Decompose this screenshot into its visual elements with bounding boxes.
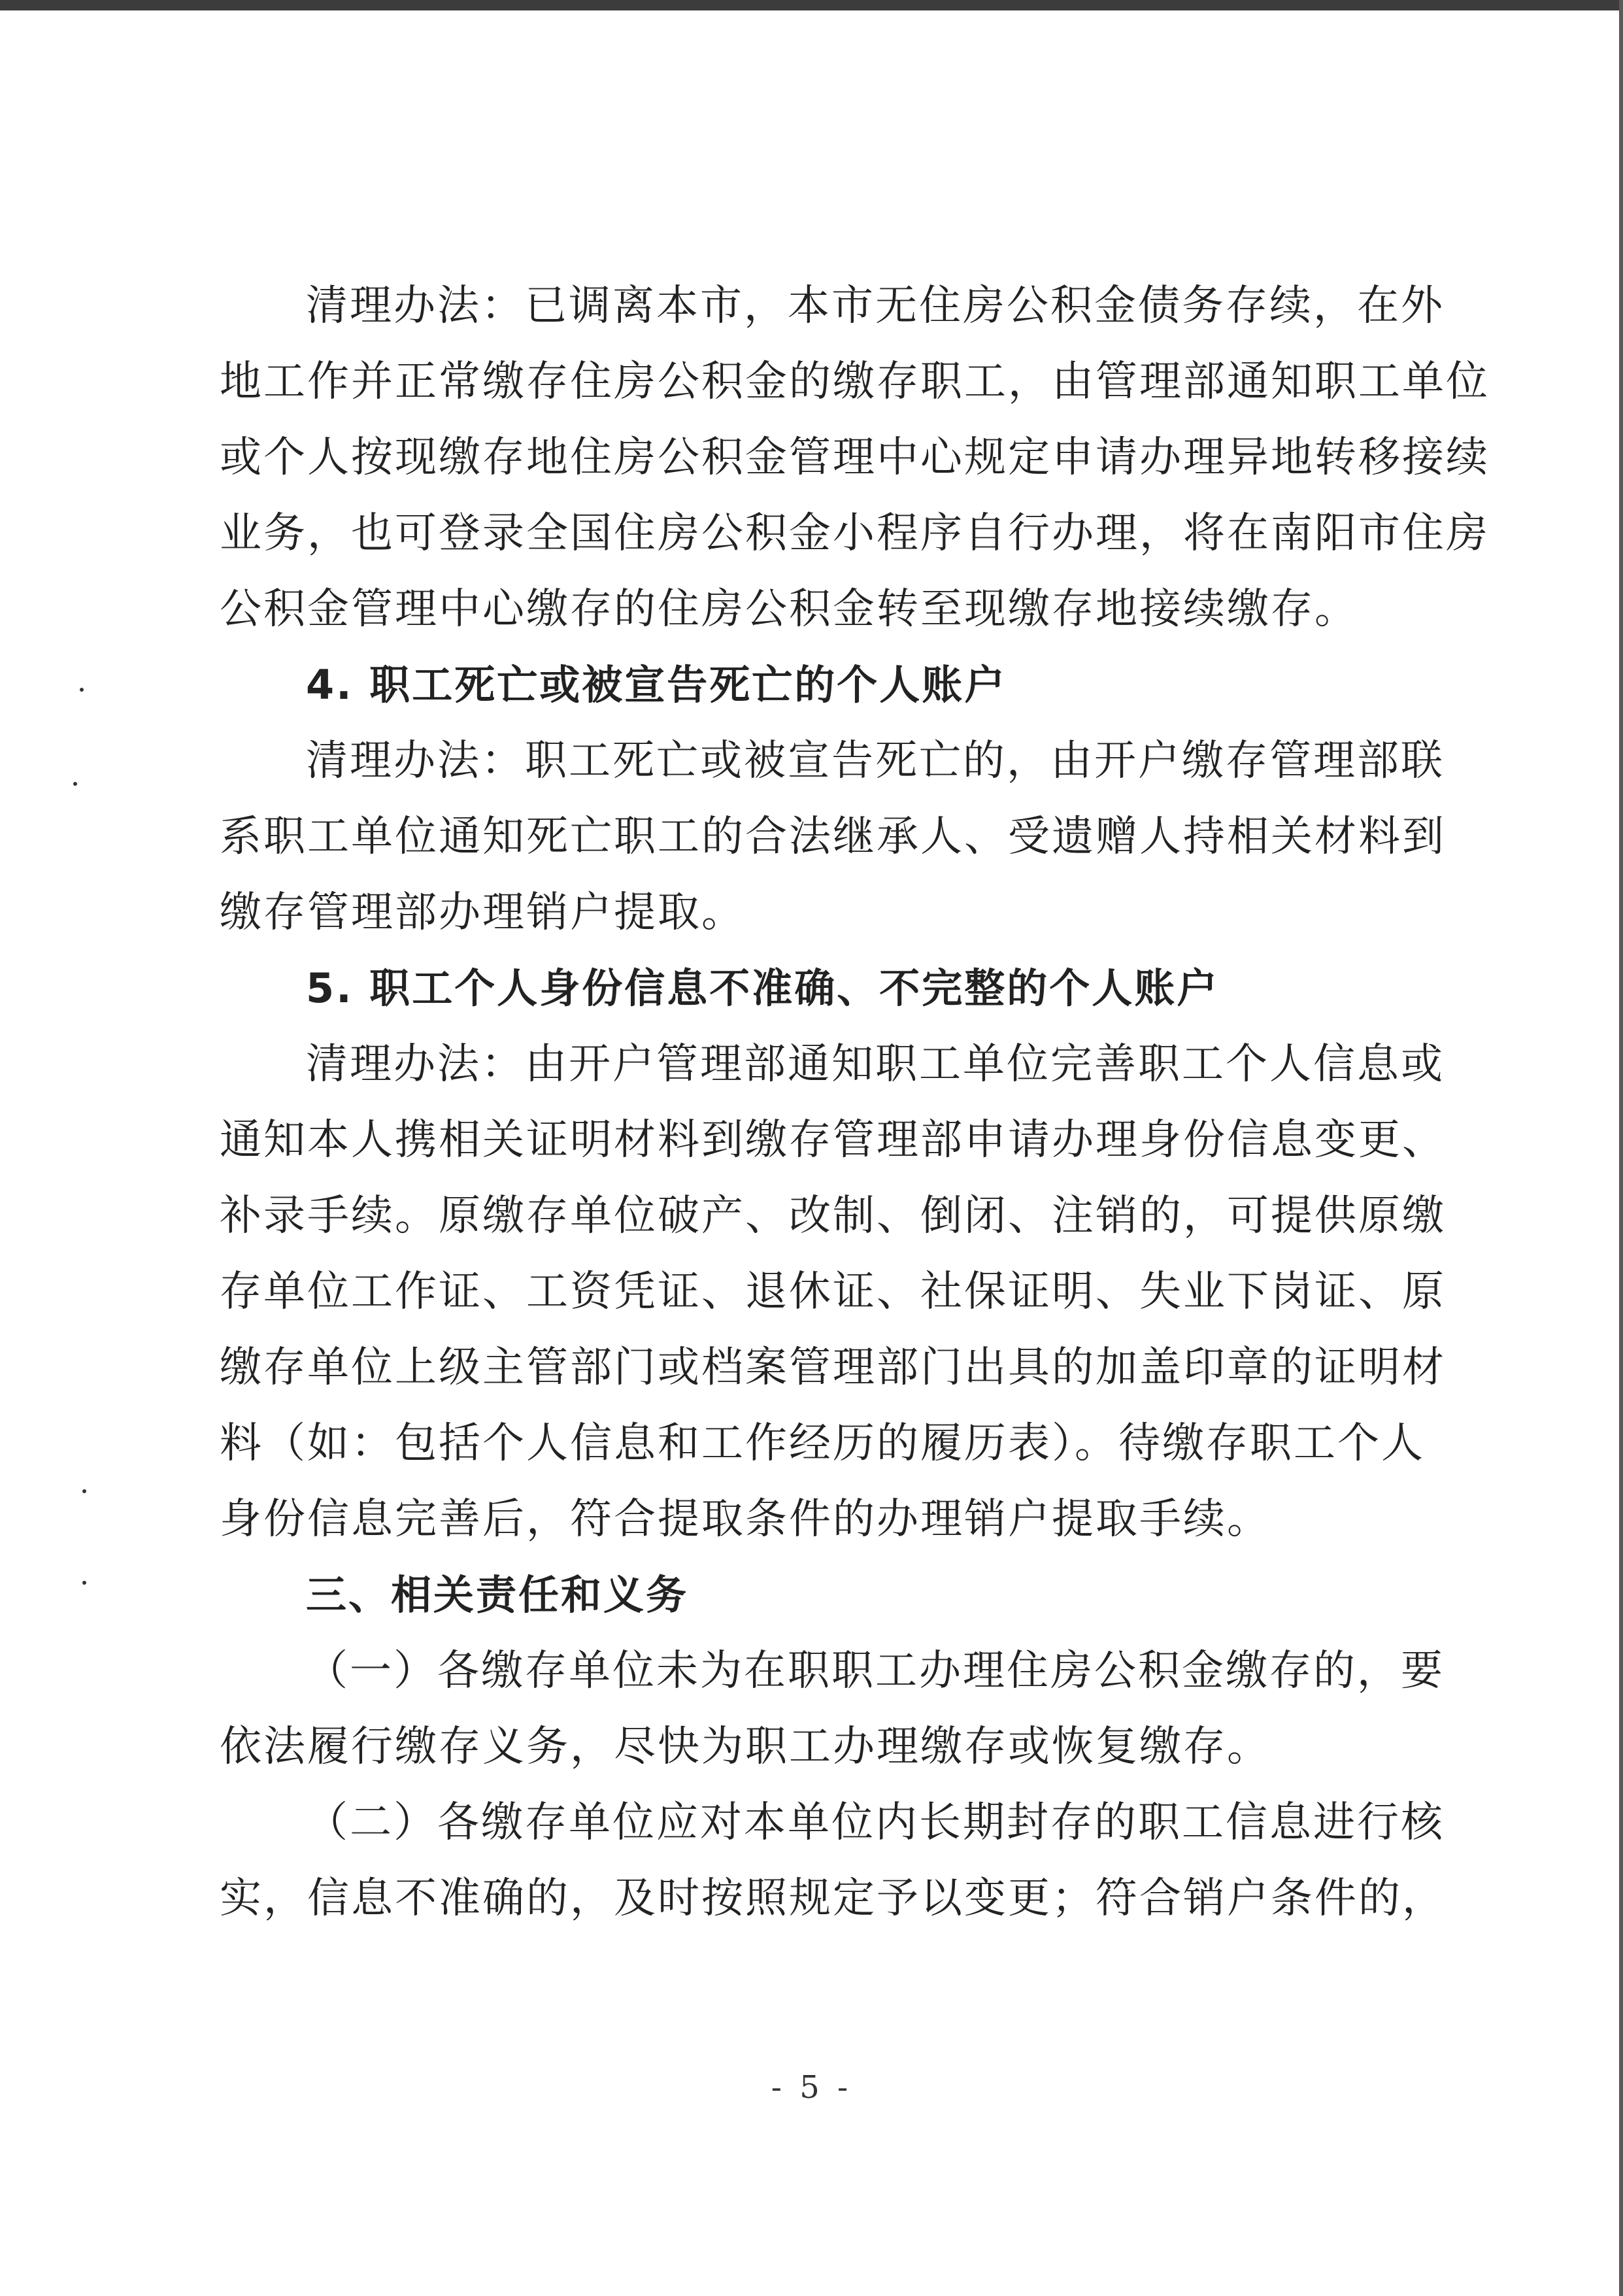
- section-heading-4: 4. 职工死亡或被宣告死亡的个人账户: [306, 661, 1007, 709]
- page-number: - 5 -: [771, 2069, 852, 2106]
- paragraph-line: 公积金管理中心缴存的住房公积金转至现缴存地接续缴存。: [220, 585, 1358, 633]
- paragraph-line: 料（如：包括个人信息和工作经历的履历表）。待缴存职工个人: [220, 1419, 1425, 1468]
- paragraph-line: 清理办法：职工死亡或被宣告死亡的，由开户缴存管理部联: [306, 737, 1445, 785]
- paragraph-line: 补录手续。原缴存单位破产、改制、倒闭、注销的，可提供原缴: [220, 1192, 1446, 1240]
- body-text: [220, 268, 1490, 1936]
- scan-speck: [82, 1581, 86, 1585]
- paragraph-line: 存单位工作证、工资凭证、退休证、社保证明、失业下岗证、原: [220, 1268, 1446, 1316]
- paragraph-line: 地工作并正常缴存住房公积金的缴存职工，由管理部通知职工单位: [220, 358, 1490, 406]
- paragraph-line: 通知本人携相关证明材料到缴存管理部申请办理身份信息变更、: [220, 1116, 1446, 1164]
- paragraph-line: 缴存管理部办理销户提取。: [220, 888, 745, 937]
- section-heading-5: 5. 职工个人身份信息不准确、不完整的个人账户: [306, 964, 1220, 1012]
- paragraph-line: 依法履行缴存义务，尽快为职工办理缴存或恢复缴存。: [220, 1723, 1271, 1771]
- paragraph-line: 缴存单位上级主管部门或档案管理部门出具的加盖印章的证明材: [220, 1343, 1446, 1392]
- paragraph-line: 清理办法：已调离本市，本市无住房公积金债务存续，在外: [306, 282, 1445, 330]
- paragraph-line: （一）各缴存单位未为在职职工办理住房公积金缴存的，要: [306, 1647, 1445, 1695]
- scan-border-right: [1619, 0, 1623, 2296]
- paragraph-line: 实，信息不准确的，及时按照规定予以变更；符合销户条件的，: [220, 1874, 1446, 1923]
- scan-speck: [82, 1489, 86, 1493]
- paragraph-line: （二）各缴存单位应对本单位内长期封存的职工信息进行核: [306, 1798, 1445, 1847]
- scan-speck: [80, 688, 84, 692]
- paragraph-line: 身份信息完善后，符合提取条件的办理销户提取手续。: [220, 1495, 1271, 1544]
- paragraph-line: 清理办法：由开户管理部通知职工单位完善职工个人信息或: [306, 1040, 1445, 1089]
- paragraph-line: 系职工单位通知死亡职工的合法继承人、受遗赠人持相关材料到: [220, 813, 1446, 861]
- scan-border-top: [0, 0, 1623, 10]
- section-heading-3: 三、相关责任和义务: [306, 1571, 689, 1619]
- paragraph-line: 或个人按现缴存地住房公积金管理中心规定申请办理异地转移接续: [220, 433, 1490, 482]
- scan-speck: [73, 782, 77, 786]
- paragraph-line: 业务，也可登录全国住房公积金小程序自行办理，将在南阳市住房: [220, 509, 1490, 558]
